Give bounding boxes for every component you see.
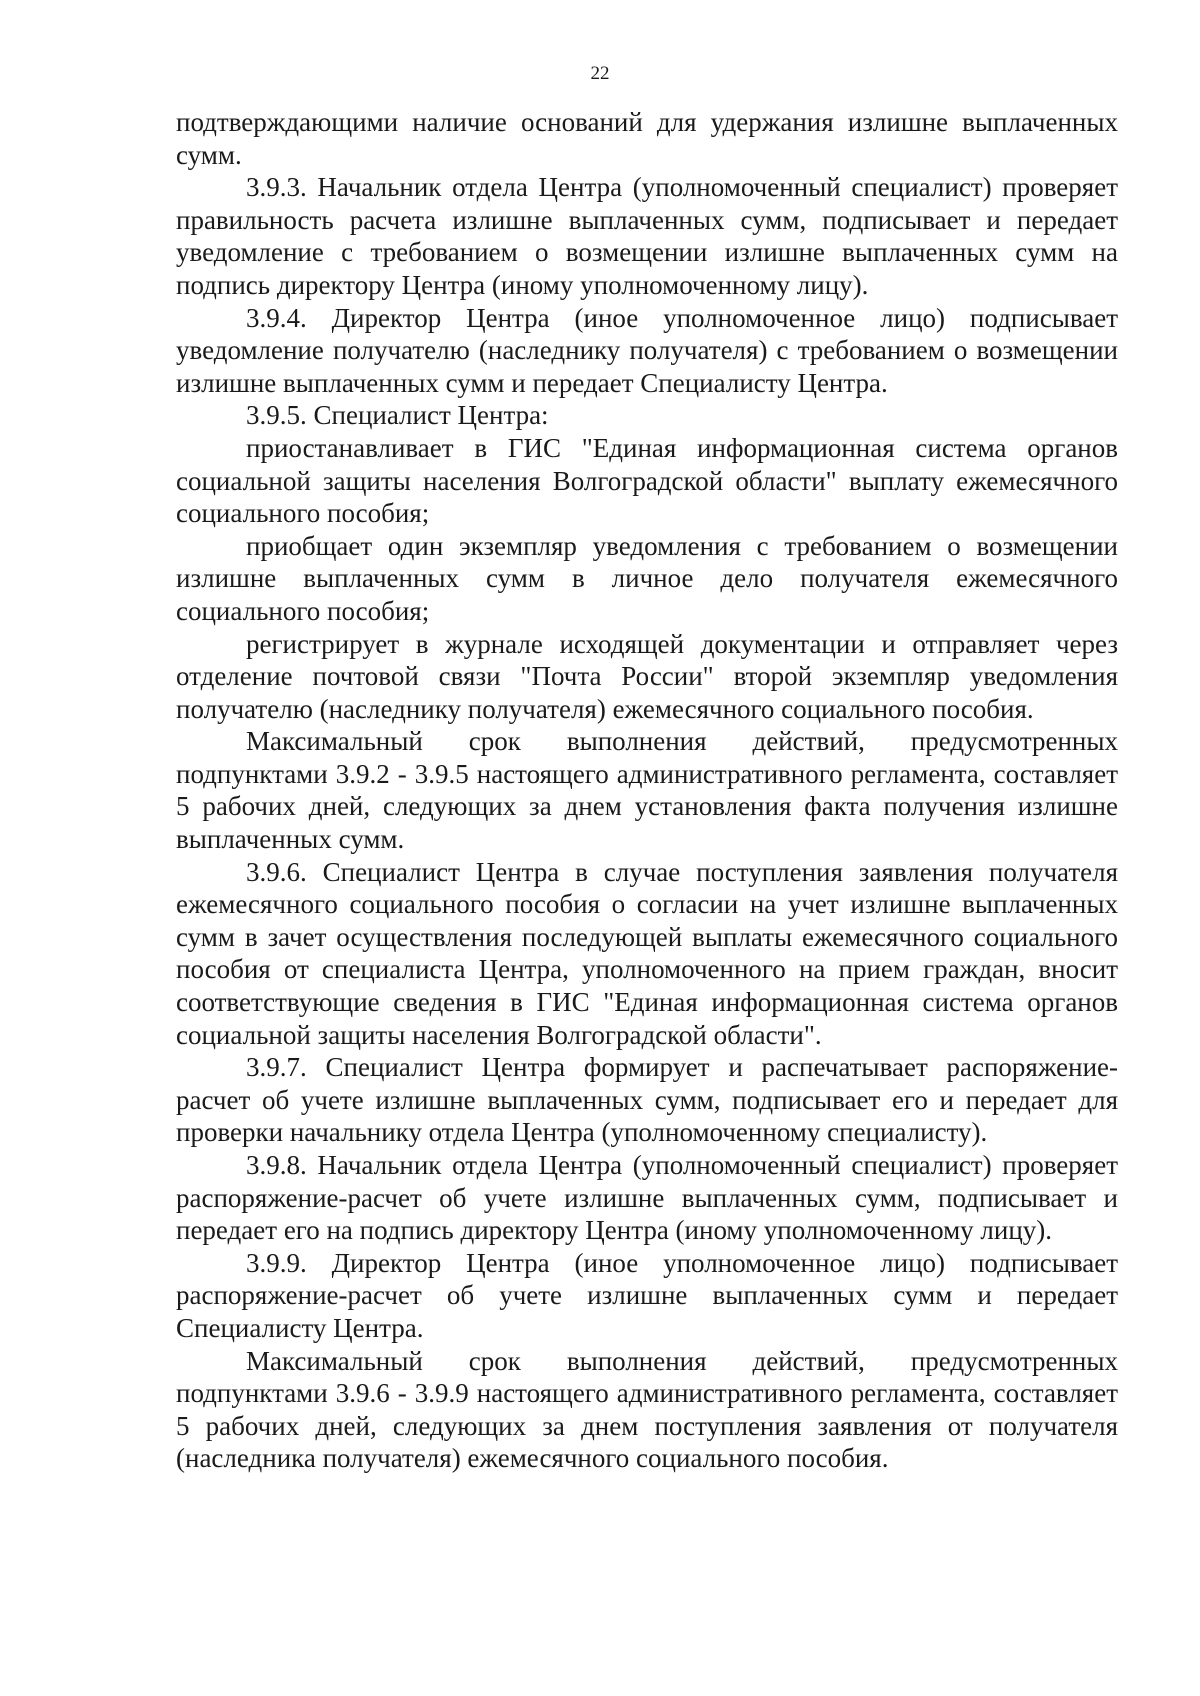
paragraph-max-term-1: Максимальный срок выполнения действий, предусмотренных подпунктами 3.9.2 - 3.9.5 настоящего административного регламента, составляет 5 рабочих дней, следующих за днем установления факта получения излишне выплаченных сумм.: [176, 726, 1118, 855]
paragraph-attach-notice: приобщает один экземпляр уведомления с требованием о возмещении излишне выплаченных сумм в личное дело получателя ежемесячного социального пособия;: [176, 530, 1118, 626]
paragraph-3-9-5: 3.9.5. Специалист Центра:: [246, 400, 549, 431]
paragraph-3-9-9: 3.9.9. Директор Центра (иное уполномоченное лицо) подписывает распоряжение-расчет об учете излишне выплаченных сумм и передает Специалисту Центра.: [176, 1247, 1118, 1343]
paragraph-register-send: регистрирует в журнале исходящей документации и отправляет через отделение почтовой связи "Почта России" второй экземпляр уведомления получателю (наследнику получателя) ежемесячного социального пособия.: [176, 628, 1118, 724]
document-body: [176, 106, 1118, 1475]
paragraph-3-9-6: 3.9.6. Специалист Центра в случае поступления заявления получателя ежемесячного социального пособия о согласии на учет излишне выплаченных сумм в зачет осуществления последующей выплаты ежемесячного социального пособия от специалиста Центра, уполномоченного на прием граждан, вносит соответствующие сведения в ГИС "Единая информационная система органов социальной защиты населения Волгоградской области".: [176, 856, 1118, 1050]
paragraph-max-term-2: Максимальный срок выполнения действий, предусмотренных подпунктами 3.9.6 - 3.9.9 настоящего административного регламента, составляет 5 рабочих дней, следующих за днем поступления заявления от получателя (наследника получателя) ежемесячного социального пособия.: [176, 1345, 1118, 1474]
paragraph-3-9-3: 3.9.3. Начальник отдела Центра (уполномоченный специалист) проверяет правильность расчета излишне выплаченных сумм, подписывает и передает уведомление с требованием о возмещении излишне выплаченных сумм на подпись директору Центра (иному уполномоченному лицу).: [176, 172, 1118, 300]
paragraph-3-9-8: 3.9.8. Начальник отдела Центра (уполномоченный специалист) проверяет распоряжение-расчет об учете излишне выплаченных сумм, подписывает и передает его на подпись директору Центра (иному уполномоченному лицу).: [176, 1150, 1118, 1246]
paragraph-continuation: подтверждающими наличие оснований для удержания излишне выплаченных сумм.: [176, 107, 1118, 170]
page-number: 22: [590, 63, 610, 84]
paragraph-3-9-7: 3.9.7. Специалист Центра формирует и распечатывает распоряжение-расчет об учете излишне выплаченных сумм, подписывает его и передает для проверки начальнику отдела Центра (уполномоченному специалисту).: [176, 1052, 1118, 1148]
paragraph-3-9-4: 3.9.4. Директор Центра (иное уполномоченное лицо) подписывает уведомление получателю (наследнику получателя) с требованием о возмещении излишне выплаченных сумм и передает Специалисту Центра.: [176, 302, 1118, 398]
paragraph-suspend-payment: приостанавливает в ГИС "Единая информационная система органов социальной защиты населения Волгоградской области" выплату ежемесячного социального пособия;: [176, 432, 1118, 529]
